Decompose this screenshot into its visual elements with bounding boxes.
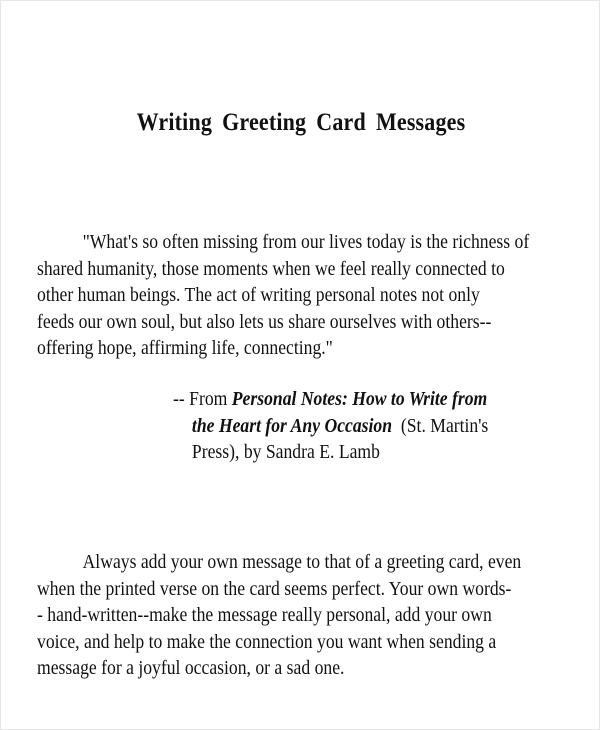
quote-line: offering hope, affirming life, connecting."	[37, 337, 333, 359]
book-title: Personal Notes: How to Write from	[231, 388, 488, 410]
quote-citation	[173, 386, 488, 466]
advice-line: - hand-written--make the message really personal, add your own	[37, 604, 492, 626]
book-title: the Heart for Any Occasion	[191, 414, 393, 437]
quote-line: other human beings. The act of writing personal notes not only	[37, 284, 480, 306]
advice-line: voice, and help to make the connection you want when sending a	[37, 630, 497, 653]
quote-paragraph	[37, 229, 596, 362]
citation-prefix: -- From	[173, 388, 232, 410]
advice-line: Always add your own message to that of a greeting card, even	[82, 551, 522, 573]
quote-line: shared humanity, those moments when we feel really connected to	[37, 257, 505, 280]
publisher-info: (St. Martin's	[392, 414, 489, 437]
publisher-info: Press), by Sandra E. Lamb	[191, 441, 380, 463]
quote-line: "What's so often missing from our lives today is the richness of	[82, 231, 530, 253]
advice-line: when the printed verse on the card seems perfect. Your own words-	[37, 577, 512, 600]
advice-line: message for a joyful occasion, or a sad one.	[37, 657, 345, 679]
quote-line: feeds our own soul, but also lets us share ourselves with others--	[37, 310, 492, 333]
advice-paragraph	[37, 549, 596, 682]
document-title: Writing Greeting Card Messages	[136, 109, 466, 136]
